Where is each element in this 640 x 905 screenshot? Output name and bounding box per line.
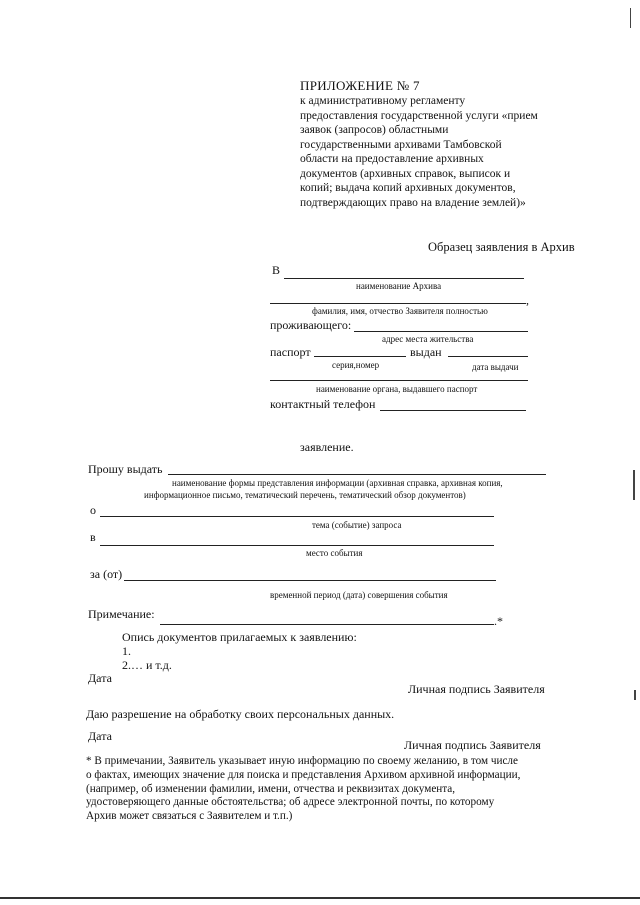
in-label: в [90, 530, 96, 544]
address-line[interactable] [354, 331, 528, 332]
signature-label-2: Личная подпись Заявителя [404, 738, 541, 752]
page-edge-rule [0, 897, 640, 899]
annex-line: копий; выдача копий архивных документов, [300, 182, 516, 194]
annex-line: предоставления государственной услуги «прием [300, 109, 538, 122]
annex-line: к административному регламенту [300, 95, 466, 107]
period-label: за (от) [90, 567, 123, 581]
annex-block [300, 78, 538, 210]
annex-line: заявок (запросов) областными [300, 124, 449, 136]
issue-date-line[interactable] [448, 356, 528, 357]
place-caption: место события [306, 548, 363, 558]
scan-mark [630, 8, 631, 28]
period-caption: временной период (дата) совершения события [270, 590, 448, 600]
annex-line: области на предоставление архивных [300, 153, 484, 165]
residing-label: проживающего: [270, 318, 352, 332]
period-line[interactable] [124, 580, 496, 581]
archive-caption: наименование Архива [356, 281, 442, 291]
passport-label: паспорт [270, 345, 311, 359]
scan-mark [633, 470, 635, 500]
footnote-line: * В примечании, Заявитель указывает иную информацию по своему желанию, в том числе [86, 755, 518, 767]
topic-line[interactable] [100, 516, 494, 517]
form-caption-1: наименование формы представления информации (архивная справка, архивная копия, [172, 478, 503, 488]
address-caption: адрес места жительства [382, 334, 474, 344]
note-label: Примечание: [88, 607, 155, 621]
authority-caption: наименование органа, выдавшего паспорт [316, 384, 478, 394]
consent-text: Даю разрешение на обработку своих персональных данных. [86, 707, 395, 721]
date-label-2: Дата [88, 729, 112, 743]
inventory-item-1: 1. [122, 644, 131, 658]
footnote-line: о фактах, имеющих значение для поиска и представления Архивом архивной информации, [86, 768, 521, 781]
footnote-line: Архив может связаться с Заявителем и т.п.) [86, 810, 293, 823]
note-end: .* [494, 614, 503, 628]
authority-line[interactable] [270, 380, 528, 381]
footnote [86, 755, 574, 824]
passport-number-line[interactable] [314, 356, 406, 357]
inventory-title: Опись документов прилагаемых к заявлению: [122, 630, 357, 644]
footnote-line: (например, об изменении фамилии, имени, отчества и реквизитах документа, [86, 782, 456, 795]
to-prefix: В [272, 263, 281, 277]
issue-label: Прошу выдать [88, 462, 163, 476]
issued-label: выдан [410, 345, 442, 359]
form-caption-2: информационное письмо, тематический перечень, тематический обзор документов) [144, 490, 466, 500]
place-line[interactable] [100, 545, 494, 546]
topic-caption: тема (событие) запроса [312, 520, 402, 530]
scan-mark [634, 690, 636, 700]
inventory-item-2: 2.… и т.д. [122, 658, 172, 672]
form-line[interactable] [168, 474, 546, 475]
annex-heading: ПРИЛОЖЕНИЕ № 7 [300, 78, 420, 93]
annex-line: подтверждающих право на владение землей)» [300, 196, 526, 209]
phone-line[interactable] [380, 410, 526, 411]
fio-caption: фамилия, имя, отчество Заявителя полностью [312, 306, 488, 316]
series-caption: серия,номер [332, 360, 380, 370]
date-label-1: Дата [88, 671, 112, 685]
signature-label-1: Личная подпись Заявителя [408, 682, 545, 696]
about-label: о [90, 503, 96, 517]
date-issue-caption: дата выдачи [472, 362, 519, 372]
statement-title: заявление. [300, 440, 354, 454]
sample-title: Образец заявления в Архив [428, 240, 575, 254]
phone-label: контактный телефон [270, 397, 376, 411]
fio-comma: , [526, 293, 529, 307]
annex-line: государственными архивами Тамбовской [300, 138, 502, 151]
archive-name-line[interactable] [284, 278, 524, 279]
annex-line: документов (архивных справок, выписок и [300, 167, 511, 180]
note-line[interactable] [160, 624, 494, 625]
footnote-line: удостоверяющего данные обстоятельства; об адресе электронной почты, по которому [86, 796, 495, 809]
fio-line[interactable] [270, 303, 526, 304]
